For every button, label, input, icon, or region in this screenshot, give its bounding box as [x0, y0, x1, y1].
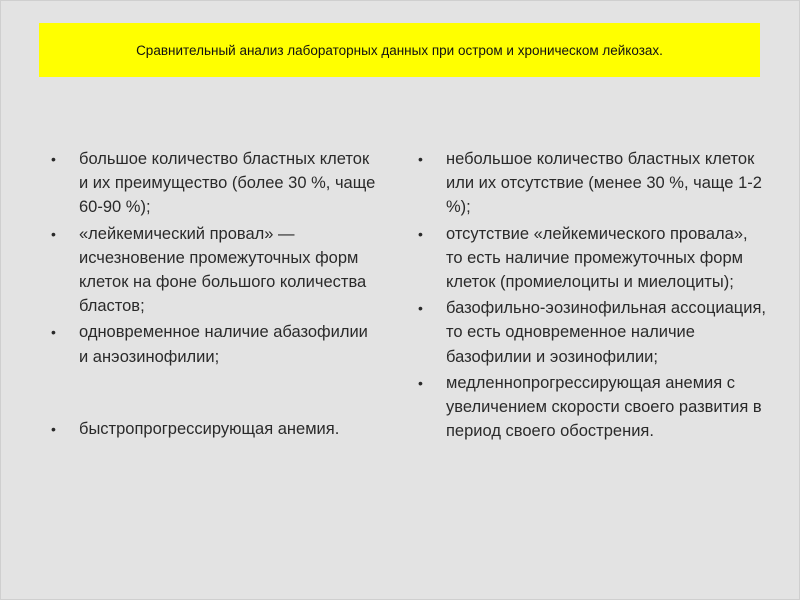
- list-item-text: одновременное наличие абазофилии и анэозинофилии;: [79, 323, 368, 366]
- bullet-icon: •: [418, 300, 423, 317]
- list-item-text: базофильно-эозинофильная ассоциация, то есть одновременное наличие базофилии и эозинофилии;: [446, 299, 766, 366]
- bullet-icon: •: [51, 151, 56, 167]
- list-item-text: медленнопрогрессирующая анемия с увеличением скорости своего развития в период своего обострения.: [446, 373, 762, 441]
- list-item: [49, 417, 379, 441]
- slide-title: Сравнительный анализ лабораторных данных при остром и хроническом лейкозах.: [136, 42, 663, 58]
- list-item: [49, 147, 379, 220]
- list-item: [416, 371, 766, 444]
- list-item-text: «лейкемический провал» — исчезновение промежуточных форм клеток на фоне большого количества бластов;: [79, 224, 367, 316]
- title-banner: [39, 23, 760, 77]
- bullet-icon: •: [418, 151, 423, 167]
- list-item: [49, 222, 379, 319]
- bullet-icon: •: [51, 225, 56, 242]
- bullet-icon: •: [418, 225, 423, 242]
- bullet-icon: •: [51, 420, 56, 437]
- list-item-text: быстропрогрессирующая анемия.: [79, 419, 340, 438]
- list-item-text: большое количество бластных клеток и их преимущество (более 30 %, чаще 60-90 %);: [79, 150, 376, 217]
- list-item-text: отсутствие «лейкемического провала», то есть наличие промежуточных форм клеток (промиелоциты и миелоциты);: [446, 224, 748, 292]
- list-item: [416, 147, 766, 220]
- list-item: [416, 296, 766, 369]
- right-column-list: [416, 147, 766, 445]
- left-column-list: [49, 147, 379, 443]
- list-item: [49, 320, 379, 368]
- list-item: [416, 222, 766, 295]
- list-item-text: небольшое количество бластных клеток или их отсутствие (менее 30 %, чаще 1-2 %);: [446, 150, 762, 217]
- bullet-icon: •: [51, 324, 56, 341]
- bullet-icon: •: [418, 374, 423, 391]
